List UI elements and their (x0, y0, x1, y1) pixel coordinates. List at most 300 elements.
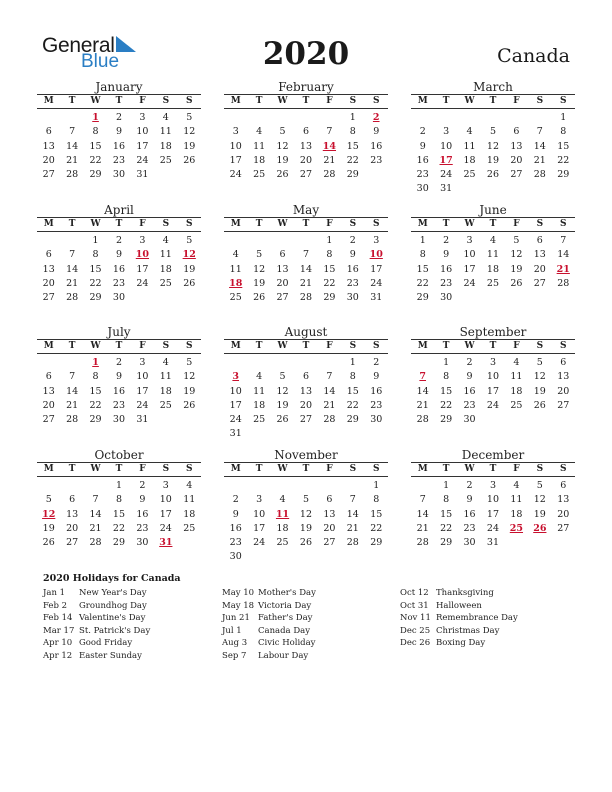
holiday-day-cell: 26 (533, 522, 547, 534)
holiday-name: Remembrance Day (436, 613, 518, 624)
week-row (224, 536, 388, 550)
day-cell: 3 (489, 357, 496, 368)
day-cell: 12 (183, 371, 196, 383)
weekday-label: W (277, 464, 288, 474)
day-cell: 13 (533, 249, 546, 261)
holiday-item (43, 637, 150, 650)
day-cell: 1 (349, 112, 356, 123)
day-cell (60, 479, 83, 493)
day-cell: 2 (232, 494, 239, 506)
holiday-day-cell: 25 (509, 522, 524, 534)
day-cell: 4 (513, 480, 520, 491)
day-cell: 27 (42, 169, 55, 181)
day-cell: 5 (279, 371, 286, 383)
day-cell (60, 111, 83, 125)
day-cell: 25 (253, 414, 266, 426)
week-row (37, 370, 201, 384)
day-cell: 29 (346, 414, 359, 426)
day-cell: 5 (256, 249, 263, 261)
week-row (411, 111, 575, 125)
day-cell (247, 479, 270, 493)
day-cell: 3 (373, 235, 380, 246)
weekday-label: S (372, 219, 380, 229)
weekday-label: W (90, 219, 101, 229)
day-cell (552, 291, 575, 305)
month-weeks (37, 477, 201, 550)
day-cell: 25 (510, 399, 523, 411)
day-cell: 14 (323, 385, 336, 397)
day-cell: 1 (349, 357, 356, 368)
day-cell (60, 234, 83, 248)
day-cell: 26 (299, 537, 313, 549)
holiday-day-cell: 11 (275, 508, 290, 520)
day-cell: 24 (486, 399, 500, 411)
day-cell (271, 550, 294, 564)
day-cell: 4 (489, 235, 496, 246)
day-cell: 27 (299, 414, 313, 426)
day-cell: 18 (486, 263, 500, 275)
weekday-label: T (489, 96, 497, 106)
day-cell: 10 (159, 494, 172, 506)
weekday-label: S (372, 341, 380, 351)
day-cell: 24 (486, 522, 500, 534)
day-cell: 23 (136, 522, 149, 534)
weekday-label: S (372, 464, 380, 474)
day-cell: 28 (89, 537, 102, 549)
calendar-country: Canada (497, 45, 570, 67)
day-cell: 6 (45, 249, 52, 261)
day-cell: 24 (370, 277, 383, 289)
day-cell: 19 (253, 277, 266, 289)
day-cell (528, 182, 551, 196)
holiday-name: Halloween (436, 600, 482, 611)
weekday-label: S (559, 219, 567, 229)
day-cell: 30 (463, 414, 476, 426)
day-cell: 3 (139, 235, 146, 246)
day-cell: 23 (440, 277, 453, 289)
day-cell: 11 (229, 263, 242, 275)
day-cell: 30 (112, 169, 126, 181)
month-july (37, 325, 201, 427)
day-cell: 13 (323, 508, 336, 520)
weekday-label: S (349, 96, 357, 106)
week-row (411, 356, 575, 370)
day-cell: 23 (112, 277, 126, 289)
holiday-name: St. Patrick's Day (79, 625, 151, 636)
day-cell (528, 111, 551, 125)
day-cell: 19 (510, 263, 523, 275)
day-cell: 20 (42, 277, 55, 289)
week-row (224, 291, 388, 305)
week-row (411, 536, 575, 550)
week-row (411, 182, 575, 196)
week-row (224, 493, 388, 507)
weekday-label: T (115, 464, 123, 474)
day-cell (294, 427, 317, 441)
weekday-label: W (464, 464, 475, 474)
day-cell: 27 (276, 292, 289, 304)
holiday-day-cell: 1 (92, 112, 99, 123)
day-cell (458, 291, 481, 305)
day-cell: 31 (370, 292, 383, 304)
weekday-header (411, 94, 575, 109)
day-cell: 11 (183, 494, 196, 506)
day-cell: 1 (560, 112, 567, 123)
day-cell (365, 168, 388, 182)
day-cell (505, 413, 528, 427)
day-cell: 12 (533, 494, 546, 506)
holiday-day-cell: 2 (372, 112, 380, 123)
day-cell: 16 (416, 154, 429, 166)
weekday-label: S (559, 464, 567, 474)
day-cell (294, 550, 317, 564)
day-cell (528, 536, 551, 550)
holiday-date: May 18 (222, 600, 255, 611)
day-cell: 27 (510, 169, 523, 181)
day-cell: 19 (276, 154, 289, 166)
week-row (224, 263, 388, 277)
day-cell: 9 (419, 140, 426, 152)
day-cell: 20 (299, 399, 313, 411)
day-cell: 28 (323, 414, 336, 426)
day-cell: 28 (66, 414, 79, 426)
week-row (224, 370, 388, 384)
day-cell (318, 356, 341, 370)
day-cell (294, 479, 317, 493)
day-cell: 30 (463, 537, 476, 549)
day-cell: 6 (302, 371, 309, 383)
week-row (411, 493, 575, 507)
day-cell: 4 (256, 371, 263, 383)
day-cell: 21 (66, 277, 79, 289)
day-cell: 6 (536, 235, 543, 246)
day-cell: 21 (533, 154, 546, 166)
day-cell (294, 111, 317, 125)
holiday-name: Good Friday (79, 638, 133, 649)
weekday-label: S (536, 96, 544, 106)
month-name: December (461, 448, 525, 462)
holiday-day-cell: 21 (556, 263, 570, 275)
day-cell: 30 (112, 414, 126, 426)
day-cell: 5 (186, 112, 193, 123)
day-cell: 26 (276, 169, 289, 181)
day-cell: 15 (112, 508, 126, 520)
day-cell: 7 (349, 494, 356, 506)
day-cell: 21 (416, 522, 429, 534)
day-cell: 30 (229, 551, 242, 563)
holiday-date: Nov 11 (400, 613, 431, 624)
day-cell: 14 (89, 508, 102, 520)
weekday-header (37, 94, 201, 109)
holiday-item (400, 625, 518, 638)
day-cell: 1 (326, 235, 333, 246)
weekday-label: W (464, 96, 475, 106)
day-cell: 29 (89, 292, 102, 304)
day-cell (552, 182, 575, 196)
day-cell: 4 (162, 235, 169, 246)
day-cell: 26 (183, 277, 196, 289)
weekday-label: T (302, 464, 310, 474)
day-cell: 2 (466, 480, 473, 491)
day-cell: 4 (256, 126, 263, 138)
day-cell (37, 356, 60, 370)
month-december (411, 448, 575, 550)
day-cell: 1 (419, 235, 426, 246)
day-cell: 27 (299, 169, 313, 181)
weekday-label: S (559, 96, 567, 106)
week-row (37, 277, 201, 291)
day-cell: 20 (323, 522, 336, 534)
week-row (37, 356, 201, 370)
weekday-label: S (536, 341, 544, 351)
day-cell: 10 (486, 494, 500, 506)
week-row (411, 399, 575, 413)
day-cell: 8 (92, 126, 99, 138)
week-row (37, 140, 201, 154)
day-cell: 22 (112, 522, 126, 534)
holiday-name: New Year's Day (79, 588, 147, 598)
day-cell: 2 (139, 480, 146, 491)
weekday-label: T (115, 96, 123, 106)
day-cell: 23 (346, 277, 359, 289)
day-cell: 25 (159, 399, 172, 411)
week-row (37, 248, 201, 262)
day-cell: 25 (276, 537, 289, 549)
holiday-item (400, 587, 518, 600)
day-cell: 14 (557, 249, 570, 261)
day-cell: 28 (416, 414, 429, 426)
day-cell (37, 111, 60, 125)
day-cell (224, 479, 247, 493)
weekday-label: T (442, 341, 450, 351)
week-row (411, 522, 575, 536)
day-cell (224, 111, 247, 125)
day-cell: 25 (183, 522, 196, 534)
day-cell: 26 (42, 537, 55, 549)
week-row (37, 413, 201, 427)
month-weeks (411, 354, 575, 427)
holiday-item (222, 650, 316, 663)
week-row (411, 291, 575, 305)
day-cell: 21 (89, 522, 102, 534)
day-cell: 23 (112, 399, 126, 411)
day-cell: 14 (346, 508, 359, 520)
week-row (224, 385, 388, 399)
day-cell (505, 182, 528, 196)
day-cell: 15 (89, 263, 102, 275)
week-row (411, 248, 575, 262)
week-row (411, 140, 575, 154)
weekday-label: W (464, 341, 475, 351)
day-cell: 18 (463, 154, 476, 166)
week-row (37, 234, 201, 248)
day-cell: 15 (89, 140, 102, 152)
day-cell: 17 (486, 385, 500, 397)
week-row (37, 399, 201, 413)
day-cell: 8 (349, 126, 356, 138)
month-weeks (411, 109, 575, 197)
day-cell: 29 (323, 292, 336, 304)
weekday-label: T (68, 219, 76, 229)
week-row (224, 550, 388, 564)
day-cell: 14 (66, 140, 79, 152)
day-cell: 28 (323, 169, 336, 181)
weekday-label: S (185, 464, 193, 474)
week-row (224, 277, 388, 291)
holiday-day-cell: 1 (92, 357, 99, 368)
day-cell: 5 (186, 357, 193, 368)
day-cell: 1 (92, 235, 99, 246)
day-cell: 27 (557, 522, 570, 534)
week-row (411, 154, 575, 168)
day-cell: 5 (513, 235, 520, 246)
day-cell (154, 291, 177, 305)
weekday-label: S (536, 464, 544, 474)
day-cell (154, 168, 177, 182)
day-cell (505, 291, 528, 305)
week-row (411, 385, 575, 399)
holiday-day-cell: 3 (232, 371, 240, 383)
day-cell: 6 (302, 126, 309, 138)
day-cell: 4 (186, 480, 193, 491)
day-cell: 15 (346, 140, 359, 152)
day-cell: 19 (486, 154, 500, 166)
weekday-label: F (513, 341, 520, 351)
day-cell: 12 (533, 371, 546, 383)
day-cell: 27 (557, 399, 570, 411)
day-cell: 18 (159, 263, 172, 275)
day-cell: 9 (115, 371, 122, 383)
day-cell (178, 413, 201, 427)
weekday-label: M (417, 219, 428, 229)
weekday-label: S (162, 464, 170, 474)
holiday-date: Oct 31 (400, 600, 429, 611)
day-cell: 14 (66, 263, 79, 275)
day-cell: 16 (346, 263, 359, 275)
day-cell: 28 (557, 277, 570, 289)
day-cell: 16 (463, 508, 476, 520)
day-cell (294, 234, 317, 248)
day-cell: 26 (183, 399, 196, 411)
week-row (224, 154, 388, 168)
day-cell: 18 (183, 508, 196, 520)
holiday-date: Feb 14 (43, 613, 73, 624)
month-name: January (95, 80, 143, 94)
day-cell: 6 (326, 494, 333, 506)
day-cell: 9 (232, 508, 239, 520)
day-cell: 6 (45, 371, 52, 383)
week-row (411, 508, 575, 522)
day-cell: 2 (115, 235, 122, 246)
month-november (224, 448, 388, 565)
day-cell: 24 (136, 399, 149, 411)
day-cell: 21 (323, 154, 336, 166)
day-cell: 5 (45, 494, 52, 506)
day-cell: 22 (346, 154, 359, 166)
weekday-label: S (185, 341, 193, 351)
day-cell: 24 (136, 154, 149, 166)
day-cell: 15 (346, 385, 359, 397)
day-cell (341, 479, 364, 493)
day-cell: 11 (486, 249, 500, 261)
day-cell (224, 234, 247, 248)
day-cell: 27 (533, 277, 546, 289)
week-row (224, 168, 388, 182)
day-cell (365, 550, 388, 564)
day-cell: 19 (299, 522, 313, 534)
weekday-label: T (489, 341, 497, 351)
day-cell: 7 (69, 371, 76, 383)
weekday-label: T (68, 341, 76, 351)
month-name: March (473, 80, 513, 94)
logo-text-blue: Blue (81, 51, 120, 72)
day-cell: 20 (533, 263, 546, 275)
day-cell: 2 (115, 112, 122, 123)
day-cell: 29 (416, 292, 429, 304)
day-cell: 20 (557, 508, 570, 520)
holiday-item (400, 612, 518, 625)
day-cell: 1 (373, 480, 380, 491)
weekday-label: W (90, 96, 101, 106)
weekday-header (411, 217, 575, 232)
day-cell: 9 (443, 249, 450, 261)
month-january (37, 80, 201, 182)
day-cell: 10 (229, 140, 242, 152)
weekday-label: F (513, 219, 520, 229)
weekday-label: W (464, 219, 475, 229)
day-cell: 6 (279, 249, 286, 261)
day-cell (224, 356, 247, 370)
day-cell: 18 (276, 522, 289, 534)
holiday-item (43, 612, 150, 625)
day-cell: 23 (370, 154, 383, 166)
holiday-date: Aug 3 (222, 638, 248, 649)
weekday-label: M (43, 96, 54, 106)
day-cell: 11 (510, 371, 523, 383)
day-cell: 20 (510, 154, 523, 166)
day-cell: 24 (229, 169, 242, 181)
weekday-label: S (349, 219, 357, 229)
holiday-item (43, 600, 150, 613)
day-cell: 3 (443, 126, 450, 138)
day-cell: 13 (557, 371, 570, 383)
week-row (37, 291, 201, 305)
day-cell: 26 (253, 292, 266, 304)
day-cell: 17 (136, 263, 149, 275)
month-weeks (224, 354, 388, 442)
weekday-label: S (162, 219, 170, 229)
day-cell (552, 413, 575, 427)
day-cell (318, 479, 341, 493)
day-cell (318, 427, 341, 441)
holiday-day-cell: 31 (159, 537, 173, 549)
day-cell: 4 (162, 357, 169, 368)
day-cell: 10 (253, 508, 266, 520)
day-cell: 17 (229, 154, 242, 166)
day-cell: 5 (279, 126, 286, 138)
holiday-name: Easter Sunday (79, 650, 142, 661)
day-cell: 8 (326, 249, 333, 261)
week-row (224, 508, 388, 522)
day-cell: 6 (69, 494, 76, 506)
day-cell: 19 (183, 263, 196, 275)
weekday-label: W (277, 219, 288, 229)
day-cell: 24 (229, 414, 242, 426)
weekday-label: T (302, 96, 310, 106)
day-cell: 17 (159, 508, 172, 520)
day-cell: 14 (299, 263, 313, 275)
day-cell (271, 427, 294, 441)
